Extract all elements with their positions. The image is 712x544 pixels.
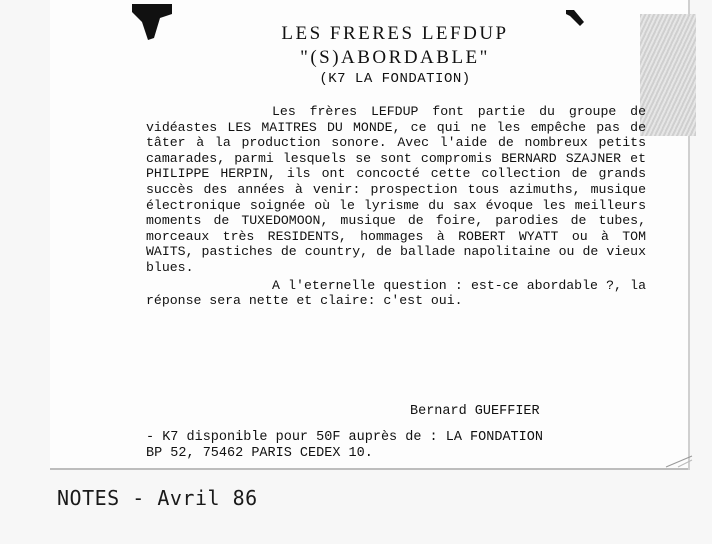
availability-note: [146, 430, 656, 462]
paragraph: Les frères LEFDUP font partie du groupe de vidéastes LES MAITRES DU MONDE, ce qui ne les empêche pas de tâter à la production sonore. Avec l'aide de nombreux petits camarades, parmi lesquels se sont compromis BERNARD SZAJNER et PHILIPPE HERPIN, ils ont concocté cette collection de grands succès des années à venir: prospection tous azimuths, musique électronique soignée où le lyrisme du sax évoque les meilleurs moments de TUXEDOMOON, musique de foire, parodies de tubes, morceaux très RESIDENTS, hommages à ROBERT WYATT ou à TOM WAITS, pastiches de country, de ballade napolitaine ou de vieux blues.: [146, 104, 646, 275]
address-line: BP 52, 75462 PARIS CEDEX 10.: [146, 446, 373, 461]
clipping-bottom-edge: [50, 468, 690, 470]
publisher-label: (K7 LA FONDATION): [319, 71, 471, 87]
paragraph: A l'eternelle question : est-ce abordable ?, la réponse sera nette et claire: c'est oui.: [146, 277, 646, 309]
handwritten-caption: NOTES - Avril 86: [57, 486, 258, 510]
page-curl-mark: [664, 454, 694, 468]
article-body: [146, 104, 646, 309]
author-signature: Bernard GUEFFIER: [410, 404, 540, 419]
shaded-strip: [640, 14, 696, 136]
article-header: [150, 22, 640, 88]
album-title: "(S)ABORDABLE": [300, 47, 490, 68]
availability-line: - K7 disponible pour 50F auprès de : LA FONDATION: [146, 430, 543, 445]
article-title: LES FRERES LEFDUP: [281, 23, 509, 44]
